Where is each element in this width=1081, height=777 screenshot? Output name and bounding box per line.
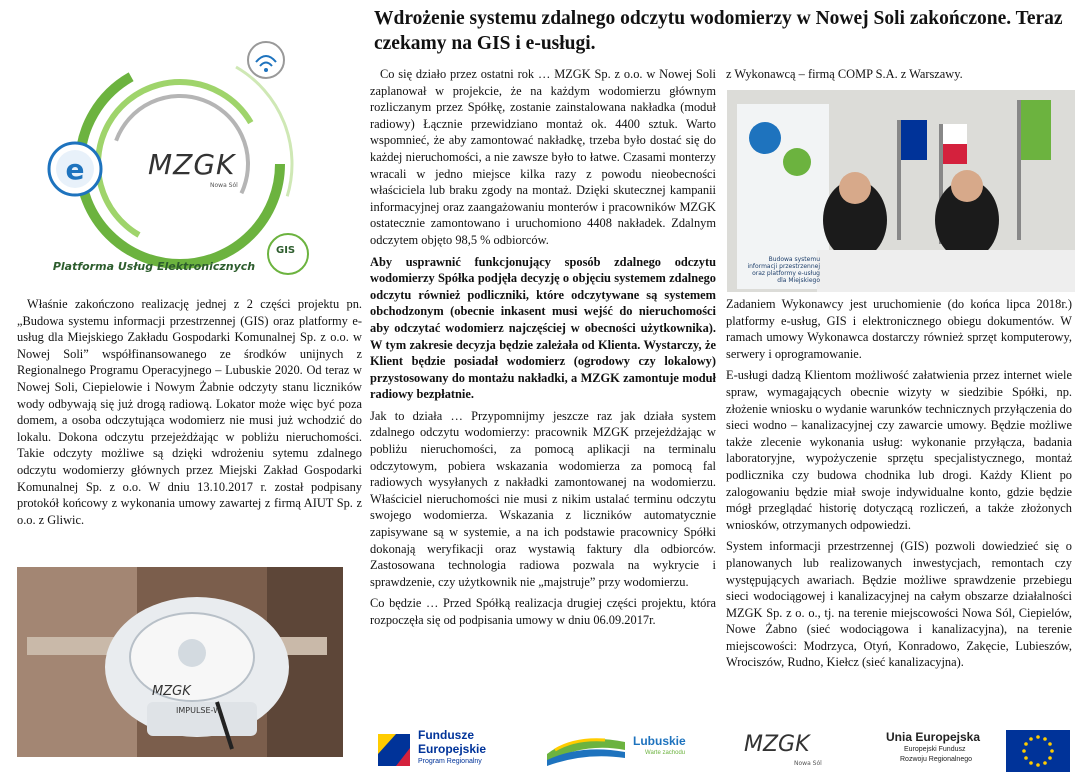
- paragraph-submeters: Aby usprawnić funkcjonujący sposób zdalnego odczytu wodomierzy Spółka podjęła decyzję o objęciu systemem zdalnego odczytu również podliczniki, które odczytywane są systemem obchodzonym (obecnie inkasent musi wejść do nieruchomości aby odczytać wodomierz najczęściej w obecności użytkownika). W tym zakresie decyzja będzie zależała od Klienta. Wystarczy, że Klient będzie posiadał wodomierz (ogrodowy czy lokalowy) przystosowany do montażu nakładki, a MZGK zamontuje moduł radiowy bezpłatnie.: [370, 254, 716, 402]
- paragraph-contractor-task: Zadaniem Wykonawcy jest uruchomienie (do końca lipca 2018r.) platformy e-usług, GIS i elektronicznego obiegu dokumentów. W ramach umowy Wykonawca dostarczy również sprzęt komputerowy, serwery i oprogramowanie.: [726, 297, 1072, 361]
- footer-mzgk-text: MZGK: [744, 732, 810, 757]
- banner-line-2: informacji przestrzennej: [747, 263, 820, 270]
- column-middle: [370, 66, 716, 634]
- column-right: [726, 66, 1072, 88]
- e-icon: e: [65, 153, 85, 186]
- ue-line-2: Europejski Fundusz: [904, 746, 966, 753]
- logo-fundusze-europejskie: [376, 726, 516, 772]
- paragraph-contractor: z Wykonawcą – firmą COMP S.A. z Warszawy.: [726, 67, 963, 81]
- paragraph-how-it-works: Jak to działa … Przypomnijmy jeszcze raz jak działa system zdalnego odczytu wodomierzy: pracownik MZGK przejeżdżając w pobliżu nieruchomości, za pomocą aplikacji na terminalu odczytowym, pobiera wskazania wodomierza za pomocą fal radiowych wysyłanych z nakładki zamontowanej na wodomierzu. Właściciel nieruchomości nie musi z nikim ustalać terminu odczytu swojego wodomierza. Wskazania z liczników automatycznie zapisywane są w systemie, a na ich podstawie pracownicy Spółki dokonają weryfikacji oraz wystawią faktury dla odbiorców. Zastosowana technologia radiowa pozwala na wykrycie i sprawdzenie, czy użytkownik nie „majstruje” przy wodomierzu.: [370, 408, 716, 589]
- paragraph-gis: System informacji przestrzennej (GIS) pozwoli dowiedzieć się o planowanych lub realizowanych inwestycjach, remontach czy występujących awariach. Będzie możliwe sprawdzenie przebiegu sieci wodociągowej i kanalizacyjnej na całym obszarze działalności MZGK Sp. z o. o., tj. na terenie miejscowości Nowa Sól, Ciepielów, Nowe Żabno (sieć wodociągowa i kanalizacyjna), na terenie miejscowości: Modrzyca, Otyń, Konradowo, Zakęcie, Lubieszów, Wrociszów, Rudno, Kiełcz (sieć kanalizacyjna).: [726, 539, 1072, 670]
- paragraph-next: Co będzie … Przed Spółką realizacja drugiej części projektu, która rozpoczęła się od podpisania umowy w dniu 06.09.2017r.: [370, 596, 716, 627]
- column-left: [17, 296, 362, 528]
- logo-mzgk-text: MZGK: [148, 148, 236, 181]
- logo-lubuskie: [545, 728, 705, 772]
- meter-brand: MZGK: [152, 684, 191, 699]
- column-right-lower: [726, 296, 1072, 671]
- platform-caption: Platforma Usług Elektronicznych: [52, 260, 256, 273]
- logo-mzgk-footer: [738, 730, 848, 772]
- ue-line-1: Unia Europejska: [886, 730, 981, 744]
- logo-unia-europejska: [872, 728, 1072, 774]
- banner-line-4: dla Miejskiego: [777, 277, 820, 284]
- paragraph-eservices: E-usługi dadzą Klientom możliwość załatwienia przez internet wiele spraw, wymagających obecnie wizyty w siedzibie Spółki, np. złożenie wniosku o wydanie warunków technicznych przyłączenia do sieci wodno – kanalizacyjnej czy zawarcie umowy. Będzie możliwe także zlecenie wykonania usług: wykonanie przyłącza, badania laboratoryjne, wypożyczenie sprzętu specjalistycznego, montaż podlicznika czy budowa chodnika lub drogi. Każdy Klient po zalogowaniu będzie miał swoje indywidualne konto, gdzie będzie mógł przeglądać historię dotyczącą rozliczeń, a także złożonych wniosków, otrzymanych odpowiedzi.: [726, 368, 1072, 532]
- ue-line-3: Rozwoju Regionalnego: [900, 756, 972, 763]
- intro-paragraph: Właśnie zakończono realizację jednej z 2 części projektu pn. „Budowa systemu informacji przestrzennej (GIS) oraz platformy e-usług dla Miejskiego Zakładu Gospodarki Komunalnej Sp. z o.o. w Nowej Soli” współfinansowanego ze środków unijnych z Regionalnego Programu Operacyjnego – Lubuskie 2020. Od teraz w Nowej Soli, Ciepielowie i Nowym Żabnie odczyty stanu liczników wody odbywają się już drogą radiową. Lokator może więc być poza domem, a osoba odczytująca wodomierz nie musi już wchodzić do lokalu. Dokona odczytu przejeżdżając w pobliżu nieruchomości. Takie odczyty możliwe są dzięki wdrożeniu sytemu zdalnego odczytu wodomierzy głównych przez Miejski Zakład Gospodarki Komunalnej Sp. z o.o. W dniu 13.10.2017 r. został podpisany protokół końcowy z wykonania umowy zawartej z firmą AIUT Sp. z o.o. z Gliwic.: [17, 297, 362, 527]
- article-title: Wdrożenie systemu zdalnego odczytu wodomierzy w Nowej Soli zakończone. Teraz czekamy na GIS i e-usługi.: [374, 8, 1063, 54]
- fe-line-3: Program Regionalny: [418, 758, 482, 765]
- paragraph-last-year: Co się działo przez ostatni rok … MZGK Sp. z o.o. w Nowej Soli zaplanował w projekcie, że na każdym wodomierzu głównym rozliczanym przez Spółkę, zostanie zainstalowana nakładka (moduł radiowy) Łącznie przewidziano montaż ok. 4400 sztuk. Warto wspomnieć, że aby zamontować nakładkę, trzeba było dostać się do każdej nieruchomości, a nie zawsze było to łatwe. Czasami monterzy wracali w jedno miejsce kilka razy z powodu nieobecności właściciela lub braku zgody na montaż. Dzięki skutecznej kampanii informacyjnej oraz zaangażowaniu monterów i pracowników MZGK ostatecznie zamontowano i uruchomiono 4408 nakładek. Zdalnym odczytem objęto 98,5 % odbiorców.: [370, 67, 716, 247]
- lubuskie-text: Lubuskie: [633, 734, 686, 748]
- water-meter-photo: [17, 567, 343, 757]
- logo-gis-text: GIS: [276, 245, 296, 256]
- footer-mzgk-sub: Nowa Sól: [794, 760, 822, 767]
- banner-line-1: Budowa systemu: [768, 256, 820, 263]
- fe-line-2: Europejskie: [418, 742, 487, 756]
- eu-flag-icon: [1006, 730, 1070, 772]
- meter-label: IMPULSE-W: [176, 706, 222, 715]
- banner-text: [740, 256, 820, 284]
- lubuskie-sub: Warte zachodu: [645, 750, 686, 756]
- logo-mzgk-sub: Nowa Sól: [210, 182, 238, 189]
- banner-line-3: oraz platformy e-usług: [752, 270, 820, 277]
- fe-line-1: Fundusze: [418, 728, 474, 742]
